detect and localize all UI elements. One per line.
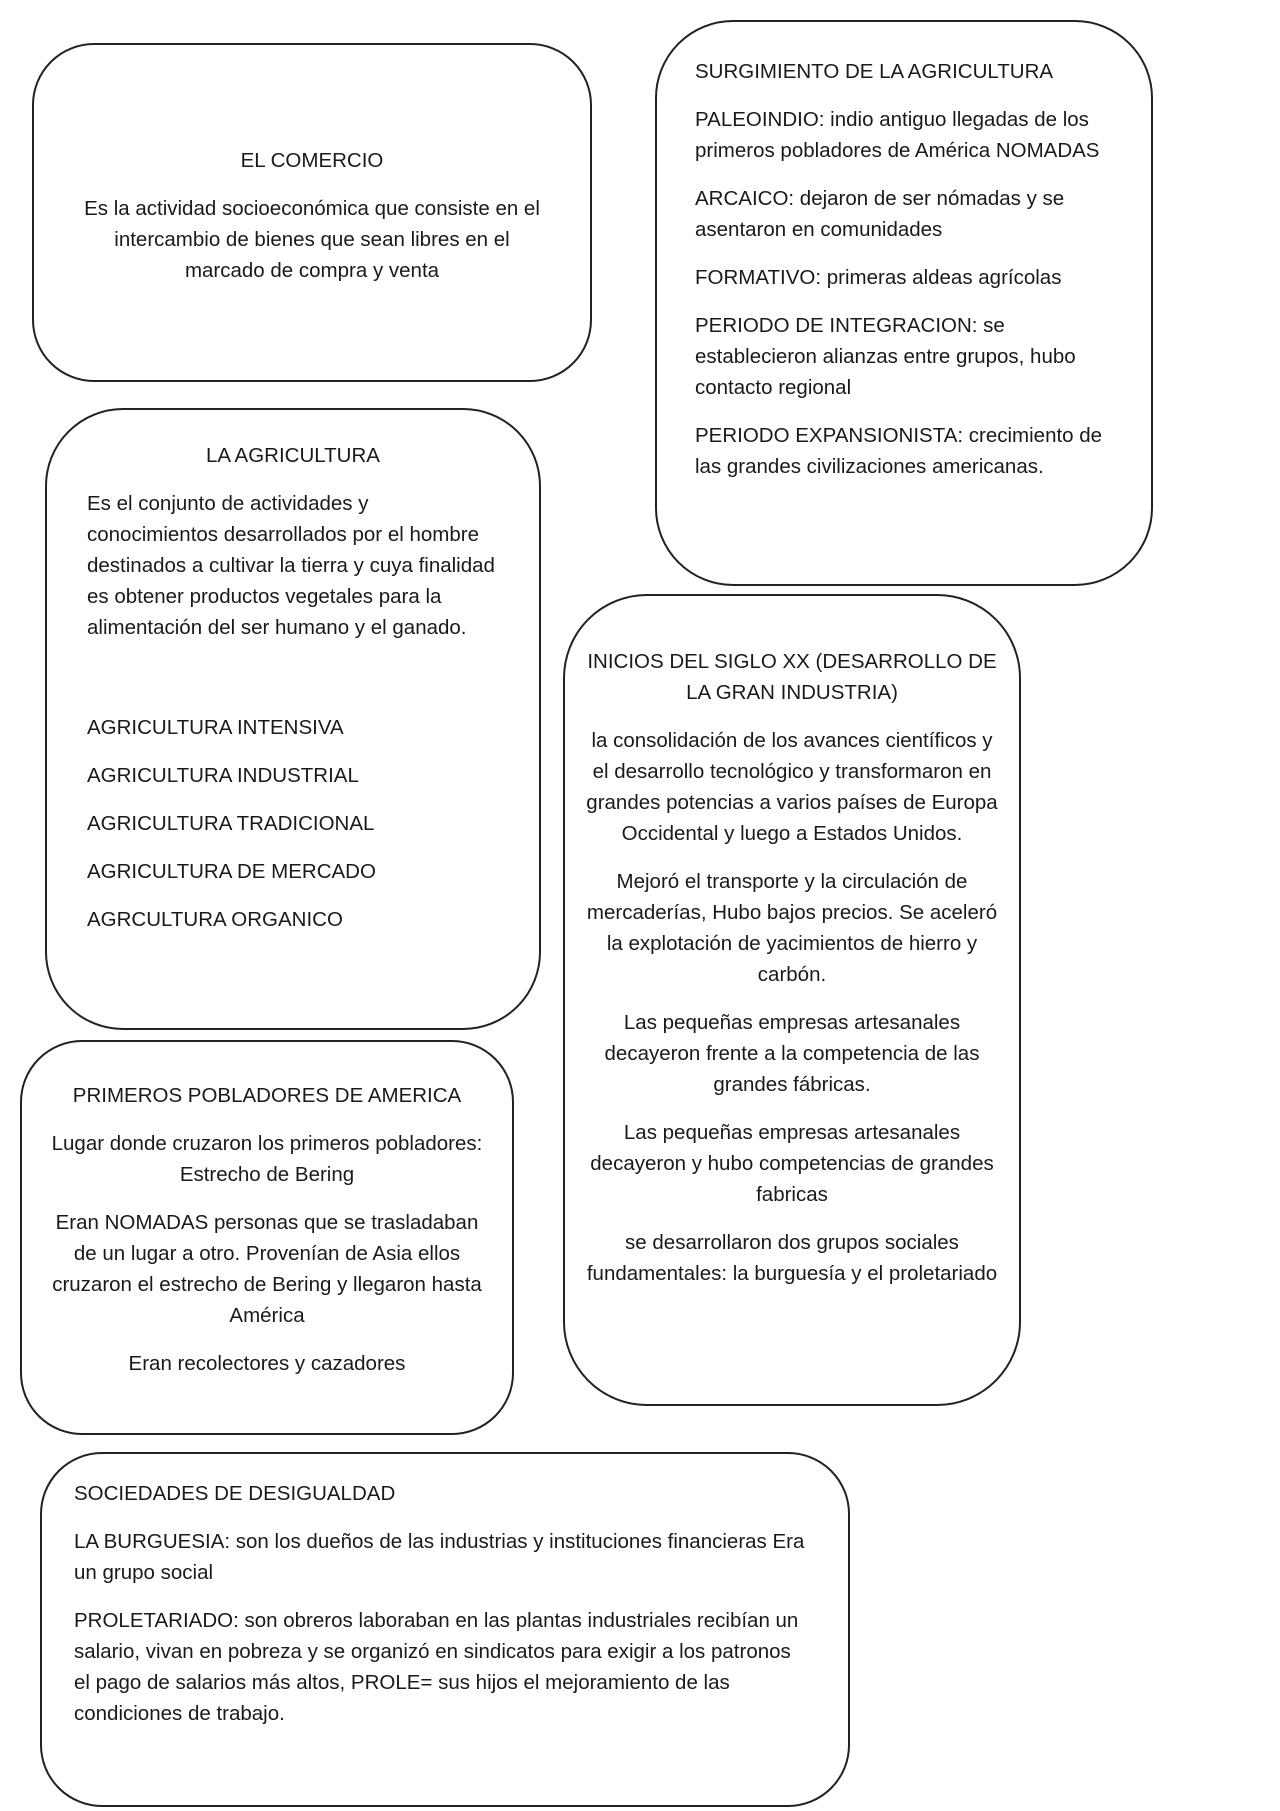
spacer	[87, 660, 499, 712]
pobladores-card	[20, 1040, 514, 1435]
agricultura-body: Es el conjunto de actividades y conocimientos desarrollados por el hombre destinados a cultivar la tierra y cuya finalidad es obtener productos vegetales para la alimentación del ser humano y el ganado.	[87, 492, 495, 639]
agricultura-type-item: AGRICULTURA DE MERCADO	[87, 860, 376, 883]
desigualdad-proletariado: PROLETARIADO: son obreros laboraban en las plantas industriales recibían un salario, vivan en pobreza y se organizó en sindicatos para exigir a los patronos el pago de salarios más altos, PROLE= sus hijos el mejoramiento de las condiciones de trabajo.	[74, 1609, 799, 1725]
siglo-xx-paragraph: Mejoró el transporte y la circulación de mercaderías, Hubo bajos precios. Se aceleró la explotación de yacimientos de hierro y carbón.	[586, 870, 998, 986]
siglo-xx-paragraph: se desarrollaron dos grupos sociales fundamentales: la burguesía y el proletariado	[586, 1231, 998, 1285]
agricultura-type-item: AGRICULTURA INTENSIVA	[87, 716, 344, 739]
comercio-body: Es la actividad socioeconómica que consiste en el intercambio de bienes que sean libres en el marcado de compra y venta	[84, 197, 540, 282]
surgimiento-item-integracion: PERIODO DE INTEGRACION: se establecieron alianzas entre grupos, hubo contacto regional	[695, 314, 1076, 399]
pobladores-paragraph: Lugar donde cruzaron los primeros pobladores: Estrecho de Bering	[51, 1132, 483, 1186]
pobladores-title: PRIMEROS POBLADORES DE AMERICA	[72, 1084, 462, 1107]
surgimiento-item-expansionista: PERIODO EXPANSIONISTA: crecimiento de las grandes civilizaciones americanas.	[695, 424, 1103, 478]
agricultura-title: LA AGRICULTURA	[206, 444, 380, 467]
surgimiento-agricultura-card	[655, 20, 1153, 586]
pobladores-paragraph: Eran recolectores y cazadores	[128, 1352, 406, 1375]
agricultura-type-item: AGRICULTURA TRADICIONAL	[87, 812, 375, 835]
siglo-xx-paragraph: Las pequeñas empresas artesanales decayeron frente a la competencia de las grandes fábricas.	[604, 1011, 980, 1096]
siglo-xx-paragraph: la consolidación de los avances científicos y el desarrollo tecnológico y transformaron en grandes potencias a varios países de Europa Occidental y luego a Estados Unidos.	[586, 729, 998, 845]
comercio-title: EL COMERCIO	[240, 149, 384, 172]
surgimiento-title: SURGIMIENTO DE LA AGRICULTURA	[695, 60, 1054, 83]
siglo-xx-title: INICIOS DEL SIGLO XX (DESARROLLO DE LA GRAN INDUSTRIA)	[587, 650, 997, 704]
surgimiento-item-formativo: FORMATIVO: primeras aldeas agrícolas	[695, 266, 1062, 289]
desigualdad-title: SOCIEDADES DE DESIGUALDAD	[74, 1482, 396, 1505]
agricultura-type-item: AGRCULTURA ORGANICO	[87, 908, 343, 931]
siglo-xx-card	[563, 594, 1021, 1406]
siglo-xx-paragraph: Las pequeñas empresas artesanales decayeron y hubo competencias de grandes fabricas	[590, 1121, 994, 1206]
surgimiento-item-paleoindio: PALEOINDIO: indio antiguo llegadas de los primeros pobladores de América NOMADAS	[695, 108, 1100, 162]
desigualdad-card	[40, 1452, 850, 1807]
comercio-card	[32, 43, 592, 382]
agricultura-type-item: AGRICULTURA INDUSTRIAL	[87, 764, 359, 787]
pobladores-paragraph: Eran NOMADAS personas que se trasladaban de un lugar a otro. Provenían de Asia ellos cruzaron el estrecho de Bering y llegaron hasta América	[52, 1211, 482, 1327]
surgimiento-item-arcaico: ARCAICO: dejaron de ser nómadas y se asentaron en comunidades	[695, 187, 1065, 241]
agricultura-card	[45, 408, 541, 1030]
desigualdad-burguesia: LA BURGUESIA: son los dueños de las industrias y instituciones financieras Era un grupo social	[74, 1530, 805, 1584]
